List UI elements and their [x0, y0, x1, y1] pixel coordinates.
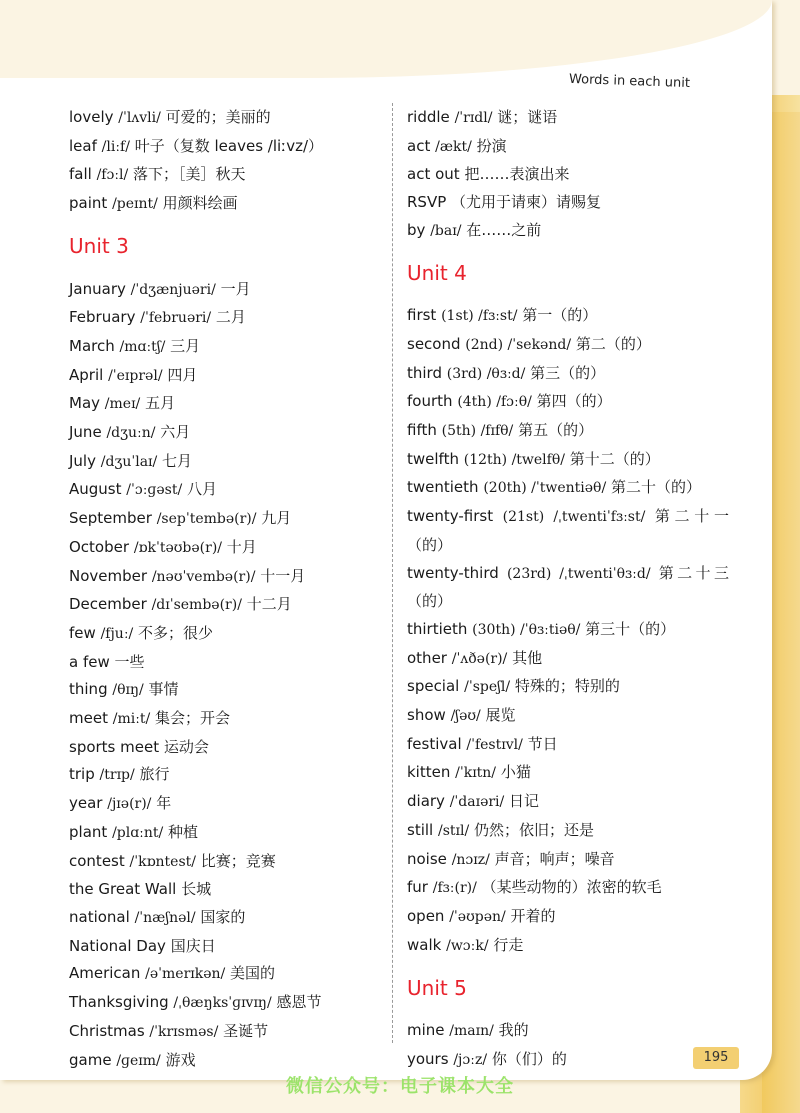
entry-phonetic: /fɜː(r)/	[432, 880, 477, 897]
vocab-entry	[69, 161, 399, 190]
entry-word: sports meet	[69, 737, 160, 756]
vocab-entry	[69, 904, 399, 933]
entry-meaning: （尤用于请柬）请赐复	[451, 193, 602, 212]
entry-phonetic: /ˈɔːɡəst/	[126, 482, 183, 499]
entry-word: by	[407, 220, 426, 239]
entry-phonetic: /ˈfestɪvl/	[466, 736, 523, 753]
entry-meaning: 第十二（的）	[569, 449, 660, 468]
entry-word: paint	[69, 194, 108, 213]
entry-meaning: 开着的	[510, 906, 556, 925]
entry-word: second	[407, 334, 461, 353]
entry-phonetic: /dʒuˈlaɪ/	[100, 453, 158, 470]
entry-meaning: 日记	[509, 792, 540, 811]
vocab-entry	[69, 419, 399, 448]
unit-heading: Unit 3	[69, 234, 129, 259]
entry-word: lovely	[69, 108, 114, 126]
entry-word: kitten	[407, 763, 451, 782]
entry-meaning: 一月	[220, 279, 251, 298]
entry-meaning: 第二十（的）	[610, 478, 701, 497]
entry-word: thing	[69, 680, 108, 699]
entry-meaning: 二月	[215, 308, 246, 327]
entry-phonetic: /ˈkɒntest/	[129, 853, 196, 870]
entry-word: twelfth	[407, 449, 459, 468]
entry-word: September	[69, 509, 152, 528]
vocab-entry	[407, 903, 737, 932]
entry-word: special	[407, 677, 460, 696]
entry-meaning: 你（们）的	[491, 1049, 567, 1068]
vocab-entry	[69, 676, 399, 705]
entry-phonetic: /mɑːtʃ/	[119, 338, 166, 355]
entry-meaning: 用颜料绘画	[162, 194, 238, 213]
entry-phonetic: /trɪp/	[99, 767, 135, 784]
entry-phonetic: /ˈʌðə(r)/	[451, 650, 508, 667]
entry-word: June	[69, 423, 102, 442]
entry-word: noise	[407, 849, 447, 868]
entry-phonetic: /ˈəʊpən/	[449, 908, 506, 925]
entry-meaning: 扮演	[476, 136, 507, 155]
entry-meaning: 谜；谜语	[497, 108, 558, 126]
vocab-entry	[407, 731, 737, 760]
entry-meaning: 行走	[493, 935, 524, 954]
entry-word: fur	[407, 878, 428, 897]
entry-meaning: （某些动物的）浓密的软毛	[481, 878, 662, 897]
entry-word: other	[407, 648, 447, 667]
entry-word: fall	[69, 165, 92, 184]
entry-word: walk	[407, 935, 442, 954]
vocab-entry	[407, 759, 737, 788]
entry-phonetic: /ˈkrɪsməs/	[149, 1023, 219, 1040]
vocab-entry	[407, 417, 737, 446]
vocab-entry	[69, 1018, 399, 1047]
entry-word: twenty-first	[407, 507, 494, 526]
entry-phonetic: /ækt/	[435, 138, 472, 155]
vocab-entry	[69, 563, 399, 592]
entry-meaning: 十二月	[246, 595, 292, 614]
entry-phonetic: /fɔːl/	[96, 167, 129, 184]
entry-phonetic: /ˈfebruəri/	[140, 310, 212, 327]
vocab-entry	[407, 360, 737, 389]
entry-word: November	[69, 566, 148, 585]
vocab-entry	[69, 876, 399, 904]
entry-meaning: 长城	[181, 880, 212, 899]
entry-word: show	[407, 706, 446, 725]
entry-meaning: 感恩节	[276, 993, 322, 1012]
entry-meaning: 在……之前	[466, 220, 542, 239]
entry-meaning: 其他	[512, 648, 543, 667]
vocab-entry	[407, 817, 737, 846]
vocab-entry	[407, 302, 737, 331]
vocab-entry	[69, 505, 399, 534]
entry-meaning: 六月	[160, 423, 191, 442]
vocab-entry	[407, 474, 737, 503]
entry-word: act out	[407, 165, 460, 184]
entry-phonetic: (4th) /fɔːθ/	[457, 394, 532, 411]
entry-meaning: 第一（的）	[522, 306, 598, 325]
entry-word: May	[69, 394, 101, 413]
entry-phonetic: (3rd) /θɜːd/	[446, 365, 526, 382]
entry-meaning: 可爱的；美丽的	[165, 108, 271, 126]
entry-phonetic: /peɪnt/	[112, 196, 158, 213]
entry-word: fifth	[407, 421, 437, 440]
entry-phonetic: (20th) /ˈtwentiəθ/	[483, 480, 607, 497]
vocab-entry	[69, 1047, 399, 1076]
entry-phonetic: /jɔːz/	[453, 1051, 488, 1068]
vocab-entry	[407, 1046, 737, 1075]
entry-meaning: 第三（的）	[530, 363, 606, 382]
entry-meaning: 国庆日	[170, 936, 216, 955]
entry-meaning: 节日	[527, 734, 558, 753]
vocab-entry	[69, 104, 399, 133]
vocab-entry	[69, 276, 399, 305]
vocab-entry	[69, 734, 399, 762]
entry-phonetic: /dʒuːn/	[106, 425, 156, 442]
entry-phonetic: /nəʊˈvembə(r)/	[151, 568, 256, 585]
entry-phonetic: /nɔɪz/	[451, 851, 490, 868]
vocab-entry	[407, 388, 737, 417]
entry-word: meet	[69, 709, 108, 728]
vocab-entry	[407, 932, 737, 961]
left-column	[69, 104, 399, 1075]
entry-meaning: 第二十三（的）	[407, 563, 729, 611]
entry-meaning: 集会；开会	[155, 709, 231, 728]
vocab-entry	[69, 333, 399, 362]
vocab-entry	[69, 819, 399, 848]
entry-word: trip	[69, 765, 95, 784]
entry-meaning: 圣诞节	[223, 1021, 269, 1040]
entry-word: plant	[69, 822, 108, 841]
entry-phonetic: /fjuː/	[100, 625, 134, 642]
vocab-entry	[69, 390, 399, 419]
entry-word: October	[69, 537, 130, 556]
entry-meaning: 三月	[170, 336, 201, 355]
entry-meaning: 落下；［美］秋天	[133, 165, 246, 184]
vocab-entry	[407, 788, 737, 817]
vocab-entry	[69, 933, 399, 961]
entry-meaning: 展览	[485, 706, 516, 725]
entry-word: thirtieth	[407, 619, 468, 638]
entry-phonetic: /ˈkɪtn/	[455, 765, 497, 782]
entry-meaning: 事情	[148, 680, 179, 699]
entry-meaning: 九月	[261, 509, 292, 528]
entry-phonetic: /ʃəʊ/	[450, 708, 481, 725]
entry-meaning: 把……表演出来	[464, 165, 570, 184]
entry-word: December	[69, 595, 147, 614]
vocab-entry	[407, 189, 737, 217]
vocab-entry	[69, 761, 399, 790]
entry-word: Thanksgiving	[69, 993, 169, 1012]
entry-meaning: 声音；响声；噪音	[494, 849, 615, 868]
entry-word: August	[69, 480, 122, 499]
entry-word: January	[69, 279, 126, 298]
entry-meaning: 仍然；依旧；还是	[473, 820, 594, 839]
entry-meaning: 不多；很少	[138, 623, 214, 642]
vocab-entry	[407, 874, 737, 903]
entry-word: March	[69, 336, 115, 355]
entry-word: twenty-third	[407, 563, 499, 582]
entry-word: act	[407, 136, 431, 155]
entry-meaning: 十月	[226, 537, 257, 556]
vocab-entry	[69, 534, 399, 563]
entry-meaning: 第二（的）	[575, 334, 651, 353]
entry-phonetic: /ˈspeʃl/	[464, 679, 511, 696]
entry-meaning: 七月	[162, 451, 193, 470]
entry-word: third	[407, 363, 442, 382]
vocab-entry	[69, 133, 399, 162]
entry-phonetic: /ɒkˈtəʊbə(r)/	[133, 539, 222, 556]
vocab-entry	[407, 673, 737, 702]
entry-meaning: 年	[156, 794, 172, 813]
vocab-entry	[407, 560, 729, 616]
entry-word: year	[69, 794, 103, 813]
vocab-entry	[69, 848, 399, 877]
vocab-entry	[407, 104, 737, 133]
entry-meaning: 第五（的）	[518, 421, 594, 440]
entry-phonetic: /jɪə(r)/	[107, 796, 152, 813]
entry-phonetic: /ˈnæʃnəl/	[134, 909, 196, 926]
vocab-entry	[69, 960, 399, 989]
watermark: 微信公众号：电子课本大全	[286, 1076, 514, 1097]
entry-meaning: 十一月	[260, 566, 306, 585]
entry-phonetic: /ˈdaɪəri/	[449, 794, 505, 811]
vocab-entry	[407, 161, 737, 189]
entry-phonetic: (5th) /fɪfθ/	[441, 423, 514, 440]
vocab-entry	[69, 591, 399, 620]
entry-meaning: 种植	[168, 822, 199, 841]
entry-meaning: 叶子（复数 leaves /liːvz/）	[134, 136, 324, 155]
vocab-entry	[407, 217, 737, 246]
entry-phonetic: /sepˈtembə(r)/	[156, 511, 257, 528]
entry-phonetic: (2nd) /ˈsekənd/	[465, 336, 572, 353]
entry-meaning: 美国的	[230, 964, 276, 983]
entry-word: riddle	[407, 108, 450, 126]
entry-word: National Day	[69, 936, 166, 955]
entry-word: still	[407, 820, 434, 839]
entry-word: fourth	[407, 392, 453, 411]
header-title: Words in each unit	[568, 71, 691, 92]
entry-word: festival	[407, 734, 462, 753]
header-curve	[0, 0, 772, 78]
unit-heading: Unit 4	[407, 261, 467, 286]
entry-word: July	[69, 451, 96, 470]
entry-phonetic: (23rd) /ˌtwentiˈθɜːd/	[506, 565, 651, 582]
vocab-entry	[407, 503, 729, 559]
entry-phonetic: (21st) /ˌtwentiˈfɜːst/	[502, 509, 646, 526]
entry-word: contest	[69, 851, 125, 870]
entry-meaning: 特殊的；特别的	[514, 677, 620, 696]
entry-phonetic: (12th) /twelfθ/	[463, 451, 565, 468]
entry-phonetic: /ˈrɪdl/	[454, 110, 493, 126]
entry-word: the Great Wall	[69, 880, 177, 899]
entry-phonetic: /dɪˈsembə(r)/	[151, 597, 242, 614]
entry-meaning: 比赛；竞赛	[200, 851, 276, 870]
vocab-entry	[69, 476, 399, 505]
entry-phonetic: /baɪ/	[430, 222, 462, 239]
vocab-entry	[407, 1017, 737, 1046]
entry-word: American	[69, 964, 141, 983]
entry-phonetic: /ˈdʒænjuəri/	[130, 281, 216, 298]
entry-phonetic: /liːf/	[101, 138, 130, 155]
entry-phonetic: /ˈeɪprəl/	[108, 367, 163, 384]
entry-meaning: 运动会	[163, 737, 209, 756]
vocab-entry	[407, 702, 737, 731]
entry-phonetic: /ˌθæŋksˈɡɪvɪŋ/	[173, 995, 272, 1012]
entry-meaning: 一些	[114, 652, 145, 671]
entry-word: twentieth	[407, 478, 479, 497]
vocab-entry	[69, 989, 399, 1018]
entry-phonetic: /miːt/	[112, 711, 151, 728]
entry-word: leaf	[69, 136, 97, 155]
entry-word: Christmas	[69, 1021, 145, 1040]
entry-word: diary	[407, 792, 445, 811]
page-number: 195	[693, 1047, 739, 1069]
vocab-entry	[69, 705, 399, 734]
entry-meaning: 第四（的）	[536, 392, 612, 411]
entry-word: April	[69, 365, 104, 384]
entry-word: a few	[69, 652, 110, 671]
entry-word: mine	[407, 1021, 445, 1040]
entry-phonetic: /əˈmerɪkən/	[145, 966, 226, 983]
vocab-entry	[407, 616, 737, 645]
vocab-entry	[407, 331, 737, 360]
entry-meaning: 第三十（的）	[585, 619, 676, 638]
entry-meaning: 我的	[498, 1021, 529, 1040]
vocab-entry	[69, 649, 399, 677]
entry-phonetic: /ɡeɪm/	[116, 1052, 161, 1069]
entry-phonetic: /ˈlʌvli/	[118, 110, 161, 126]
entry-phonetic: /wɔːk/	[446, 937, 489, 954]
right-column	[407, 104, 737, 1075]
unit-heading: Unit 5	[407, 975, 467, 1000]
entry-phonetic: /maɪn/	[449, 1023, 494, 1040]
vocab-entry	[69, 790, 399, 819]
entry-phonetic: (30th) /ˈθɜːtiəθ/	[472, 621, 581, 638]
vocab-entry	[407, 446, 737, 475]
entry-word: RSVP	[407, 193, 447, 212]
entry-phonetic: /θɪŋ/	[112, 682, 144, 699]
entry-word: game	[69, 1050, 112, 1069]
vocab-entry	[407, 846, 737, 875]
entry-meaning: 五月	[145, 394, 176, 413]
vocab-entry	[69, 362, 399, 391]
vocab-entry	[69, 448, 399, 477]
entry-meaning: 八月	[186, 480, 217, 499]
vocab-entry	[69, 620, 399, 649]
vocab-entry	[407, 133, 737, 162]
entry-meaning: 小猫	[500, 763, 531, 782]
entry-phonetic: (1st) /fɜːst/	[441, 308, 518, 325]
entry-word: few	[69, 623, 96, 642]
entry-word: open	[407, 906, 445, 925]
entry-phonetic: /stɪl/	[437, 822, 470, 839]
entry-meaning: 旅行	[139, 765, 170, 784]
entry-word: February	[69, 308, 136, 327]
entry-phonetic: /plɑːnt/	[112, 824, 164, 841]
vocab-entry	[69, 304, 399, 333]
entry-meaning: 第二十一（的）	[407, 507, 729, 554]
entry-meaning: 国家的	[200, 907, 246, 926]
entry-meaning: 四月	[167, 365, 198, 384]
vocab-entry	[407, 645, 737, 674]
entry-meaning: 游戏	[165, 1050, 196, 1069]
entry-word: yours	[407, 1049, 449, 1068]
vocab-entry	[69, 190, 399, 219]
entry-word: first	[407, 306, 437, 325]
entry-word: national	[69, 907, 130, 926]
entry-phonetic: /meɪ/	[104, 396, 141, 413]
